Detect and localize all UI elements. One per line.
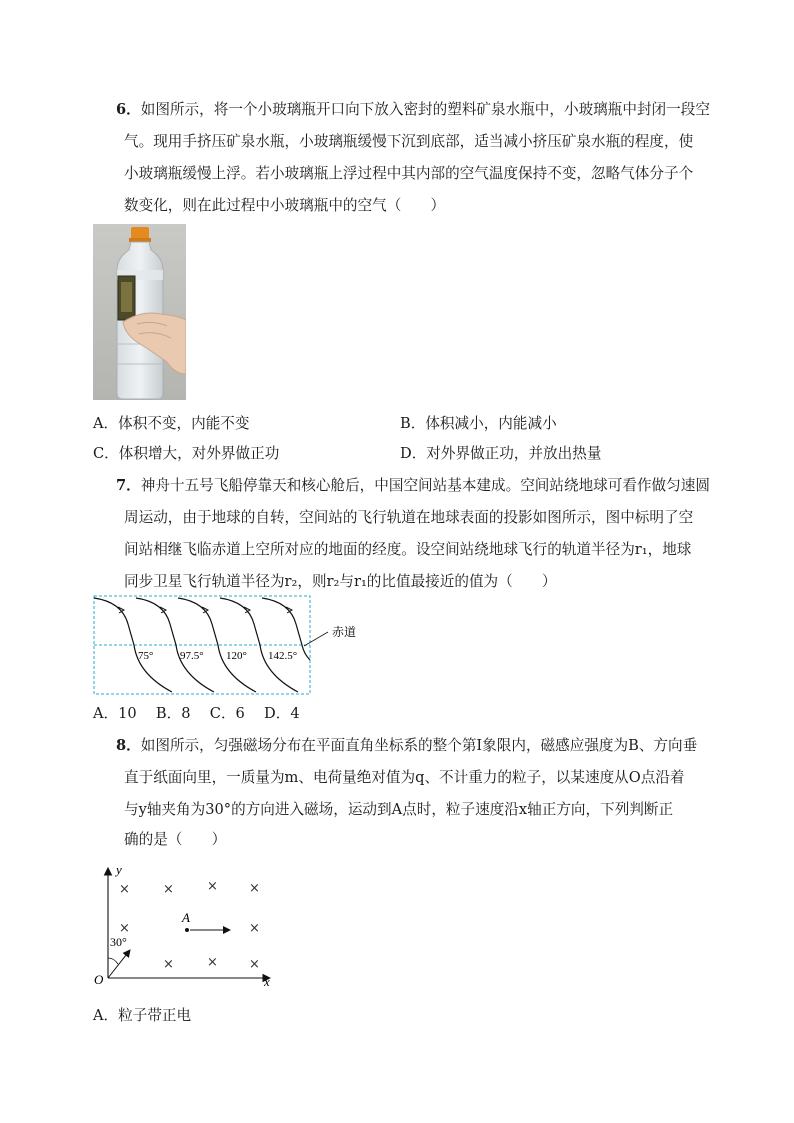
q6-line-3: 小玻璃瓶缓慢上浮。若小玻璃瓶上浮过程中其内部的空气温度保持不变，忽略气体分子个 bbox=[124, 165, 694, 182]
q8-option-a: A．粒子带正电 bbox=[93, 1007, 192, 1024]
bottle-photo bbox=[93, 224, 186, 400]
point-a bbox=[185, 928, 189, 932]
field-mark: × bbox=[249, 957, 260, 972]
field-mark: × bbox=[207, 879, 218, 894]
q6-option-a: A．体积不变，内能不变 bbox=[93, 415, 250, 432]
orbit-projection-figure bbox=[92, 594, 372, 698]
field-mark: × bbox=[163, 882, 174, 897]
q7-options: A．10 B．8 C．6 D．4 bbox=[93, 705, 300, 722]
q7-number: 7． bbox=[116, 477, 141, 494]
q8-number: 8． bbox=[116, 737, 141, 754]
point-a-label: A bbox=[182, 910, 190, 925]
field-mark: × bbox=[163, 957, 174, 972]
field-mark: × bbox=[119, 882, 130, 897]
equator-leader-line bbox=[304, 632, 328, 646]
q7-line-4: 同步卫星飞行轨道半径为r₂，则r₂与r₁的比值最接近的值为（ ） bbox=[124, 573, 557, 590]
q8-line-4: 确的是（ ） bbox=[124, 831, 227, 848]
q8-line-1 bbox=[116, 736, 697, 756]
longitude-label: 75° bbox=[138, 650, 154, 662]
angle-arc bbox=[108, 958, 118, 964]
q6-number: 6． bbox=[116, 101, 141, 118]
q6-option-b: B．体积减小，内能减小 bbox=[400, 415, 557, 432]
equator-label: 赤道 bbox=[332, 625, 357, 639]
x-axis-label: x bbox=[264, 974, 270, 989]
q7-line-1 bbox=[116, 476, 710, 496]
longitude-label: 120° bbox=[226, 650, 247, 662]
q6-line-4: 数变化，则在此过程中小玻璃瓶中的空气（ ） bbox=[124, 197, 446, 214]
field-mark: × bbox=[207, 955, 218, 970]
angle-label: 30° bbox=[110, 935, 127, 949]
field-mark: × bbox=[119, 921, 130, 936]
q6-line-2: 气。现用手挤压矿泉水瓶，小玻璃瓶缓慢下沉到底部，适当减小挤压矿泉水瓶的程度，使 bbox=[124, 133, 694, 150]
q7-text-1: 神舟十五号飞船停靠天和核心舱后，中国空间站基本建成。空间站绕地球可看作做匀速圆 bbox=[140, 477, 710, 494]
longitude-label: 142.5° bbox=[268, 650, 298, 662]
q7-line-3: 间站相继飞临赤道上空所对应的地面的经度。设空间站绕地球飞行的轨道半径为r₁，地球 bbox=[124, 541, 692, 558]
magnetic-field-figure bbox=[90, 860, 290, 992]
q6-text-1: 如图所示，将一个小玻璃瓶开口向下放入密封的塑料矿泉水瓶中，小玻璃瓶中封闭一段空 bbox=[140, 101, 710, 118]
q6-option-c: C．体积增大，对外界做正功 bbox=[93, 445, 280, 462]
initial-velocity-arrow bbox=[108, 950, 130, 978]
q8-line-2: 直于纸面向里，一质量为m、电荷量绝对值为q、不计重力的粒子，以某速度从O点沿着 bbox=[124, 769, 685, 786]
q8-line-3: 与y轴夹角为30°的方向进入磁场，运动到A点时，粒子速度沿x轴正方向，下列判断正 bbox=[124, 801, 674, 818]
field-mark: × bbox=[249, 881, 260, 896]
origin-label: O bbox=[94, 972, 104, 987]
field-mark: × bbox=[249, 921, 260, 936]
q8-text-1: 如图所示，匀强磁场分布在平面直角坐标系的整个第Ⅰ象限内，磁感应强度为B、方向垂 bbox=[140, 737, 698, 754]
longitude-label: 97.5° bbox=[180, 650, 204, 662]
y-axis-label: y bbox=[116, 862, 122, 877]
q6-option-d: D．对外界做正功，并放出热量 bbox=[400, 445, 602, 462]
q6-line-1 bbox=[116, 100, 710, 120]
q7-line-2: 周运动，由于地球的自转，空间站的飞行轨道在地球表面的投影如图所示，图中标明了空 bbox=[124, 509, 694, 526]
